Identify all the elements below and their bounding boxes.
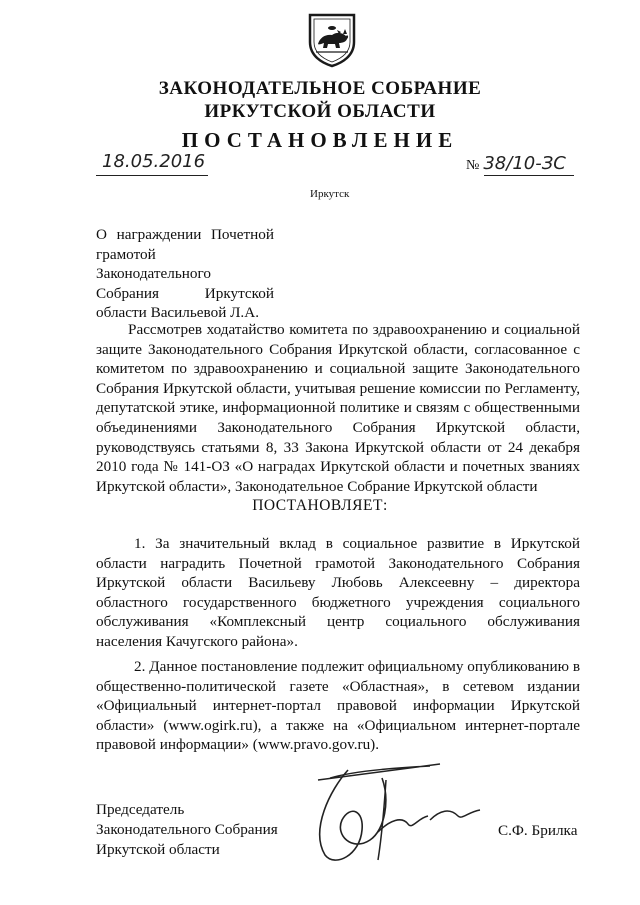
irkutsk-coat-of-arms-icon — [306, 12, 358, 68]
signatory-position-line1: Председатель — [96, 801, 185, 818]
resolution-item-2: 2. Данное постановление подлежит официальному опубликованию в общественно-политической газете «Областная», в сетевом издании «Официальный интернет-портал правовой информации Иркутской области» (www.ogirk.ru), а также на «Официальном интернет-портале правовой информации» (www.pravo.gov.ru). — [96, 658, 580, 754]
signatory-name: С.Ф. Брилка — [498, 822, 578, 839]
organization-name-line1: ЗАКОНОДАТЕЛЬНОЕ СОБРАНИЕ — [158, 78, 482, 99]
city: Иркутск — [310, 188, 350, 200]
resolution-item-1: 1. За значительный вклад в социальное развитие в Иркутской области наградить Почетной грамотой Законодательного Собрания Иркутской области Васильеву Любовь Алексеевну – директора областного государственного бюджетного учреждения социального обслуживания «Комплексный центр социального обслуживания населения Качугского района». — [96, 535, 580, 650]
resolves-heading: ПОСТАНОВЛЯЕТ: — [252, 497, 388, 514]
document-type: ПОСТАНОВЛЕНИЕ — [181, 128, 459, 152]
handwritten-signature — [290, 760, 510, 870]
number-prefix: № — [466, 158, 480, 173]
document-subject: О награждении Почетной грамотой Законодательного Собрания Иркутской области Васильевой Л.А. — [96, 226, 274, 322]
organization-name-line2: ИРКУТСКОЙ ОБЛАСТИ — [204, 101, 436, 122]
date-underline — [96, 175, 208, 176]
number-value: 38/10-ЗС — [483, 153, 566, 174]
signatory-position-line2: Законодательного Собрания — [96, 821, 278, 838]
preamble-paragraph: Рассмотрев ходатайство комитета по здравоохранению и социальной защите Законодательного Собрания Иркутской области, согласованное с комитетом по здравоохранению и социальной защите Законодательного Собрания Иркутской области, учитывая решение комиссии по Регламенту, депутатской этике, информационной политике и связям с общественными объединениями Законодательного Собрания Иркутской области, руководствуясь статьями 8, 33 Закона Иркутской области от 24 декабря 2010 года № 141-ОЗ «О наградах Иркутской области и почетных званиях Иркутской области», Законодательное Собрание Иркутской области — [96, 321, 580, 495]
emblem — [306, 12, 358, 68]
document-number — [466, 153, 586, 174]
number-underline — [484, 175, 574, 176]
signatory-position-line3: Иркутской области — [96, 841, 220, 858]
document-date: 18.05.2016 — [102, 151, 206, 172]
